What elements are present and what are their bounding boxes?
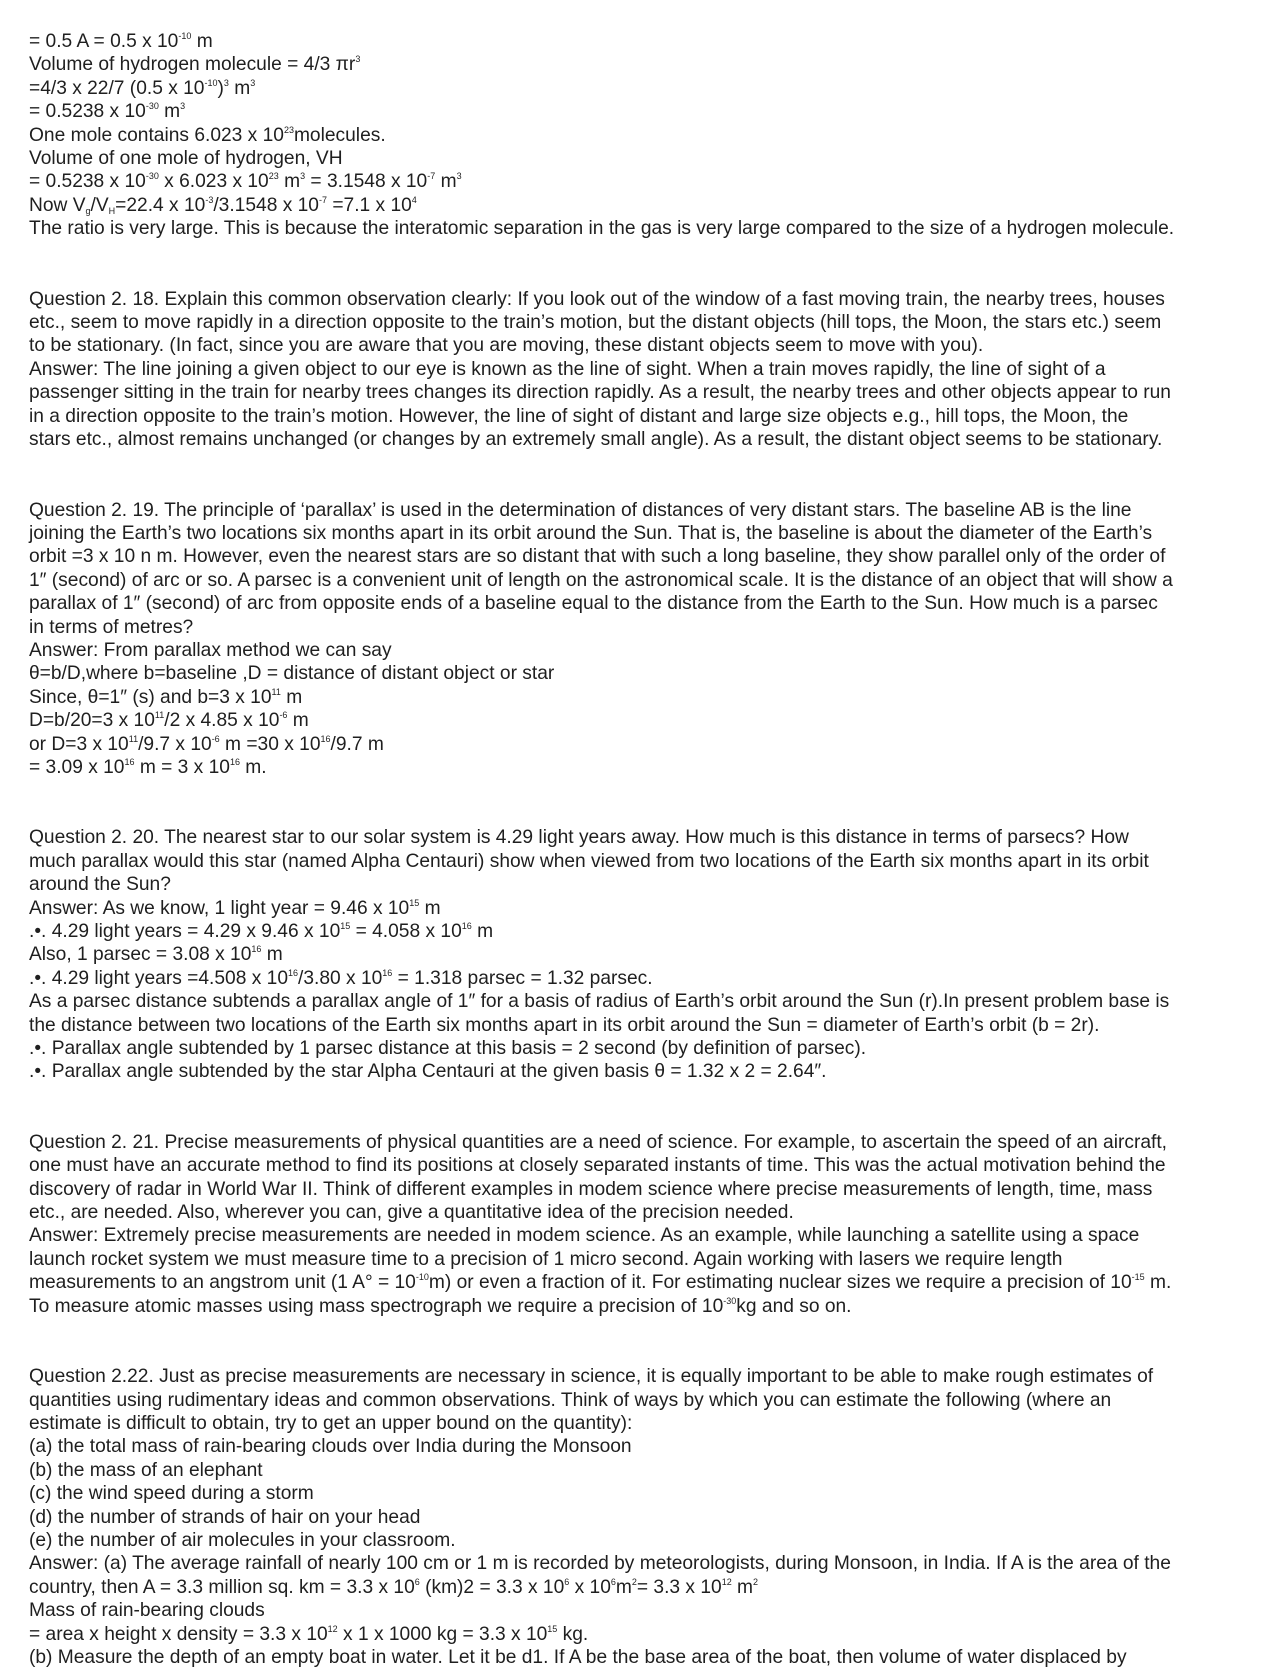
text-line: discovery of radar in World War II. Think of different examples in modem science where precise measurements of length, time, mass [29, 1178, 1153, 1200]
text-line: to be stationary. (In fact, since you are aware that you are moving, these distant objects seem to move with you). [29, 335, 984, 357]
list-item: (e) the number of air molecules in your classroom. [29, 1529, 456, 1551]
answer-line: Since, θ=1″ (s) and b=3 x $10^{11}$ m [29, 686, 303, 708]
answer-line: in a direction opposite to the train’s motion. However, the line of sight of distant and large size objects e.g., hill tops, the Moon, the [29, 405, 1129, 427]
answer-line: Also, 1 parsec = 3.08 x $10^{16}$ m [29, 944, 283, 966]
answer-line: .•. Parallax angle subtended by 1 parsec distance at this basis = 2 second (by definition of parsec). [29, 1038, 867, 1060]
text-line: Now $V_g/V_H=22.4$ x $10^{-3}/3.1548$ x $10^{-7} =7.1$ x $10^4$ [29, 194, 417, 216]
text-line: in terms of metres? [29, 616, 194, 638]
answer-line: passenger sitting in the train for nearby trees changes its direction rapidly. As a result, the nearby trees and other objects appear to run [29, 382, 1171, 404]
text-line: joining the Earth’s two locations six months apart in its orbit around the Sun. That is, the baseline is about the diameter of the Earth’s [29, 522, 1153, 544]
document-page [29, 30, 1259, 1669]
text-line: Volume of hydrogen molecule = 4/3 $\pi r^3$ [29, 54, 361, 76]
text-line: Question 2. 21. Precise measurements of physical quantities are a need of science. For example, to ascertain the speed of an aircraft, [29, 1131, 1168, 1153]
answer-line: Answer: (a) The average rainfall of nearly 100 cm or 1 m is recorded by meteorologists, during Monsoon, in India. If A is the area of the [29, 1553, 1171, 1575]
question-2-21 [29, 1131, 1259, 1318]
answer-line: As a parsec distance subtends a parallax angle of 1″ for a basis of radius of Earth’s orbit around the Sun (r).In present problem base is [29, 991, 1170, 1013]
answer-line: θ=b/D,where b=baseline ,D = distance of distant object or star [29, 663, 555, 685]
text-line: The ratio is very large. This is because the interatomic separation in the gas is very large compared to the size of a hydrogen molecule. [29, 218, 1175, 240]
text-line: One mole contains 6.023 x $10^{23}molecules$. [29, 124, 386, 146]
text-line: Volume of one mole of hydrogen, VH [29, 148, 343, 170]
question-2-19 [29, 499, 1259, 780]
answer-line: To measure atomic masses using mass spectrograph we require a precision of $10^{-30}kg$ and so on. [29, 1295, 852, 1317]
answer-line: = area x height x density = 3.3 x $10^{12}$ x 1 x 1000 kg = 3.3 x $10^{15}$ kg. [29, 1623, 589, 1645]
text-line: Question 2. 19. The principle of ‘parallax’ is used in the determination of distances of very distant stars. The baseline AB is the line [29, 499, 1132, 521]
list-item: (a) the total mass of rain-bearing clouds over India during the Monsoon [29, 1436, 632, 1458]
answer-line: stars etc., almost remains unchanged (or changes by an extremely small angle). As a result, the distant object seems to be stationary. [29, 429, 1163, 451]
text-line: Question 2. 20. The nearest star to our solar system is 4.29 light years away. How much is this distance in terms of parsecs? How [29, 827, 1129, 849]
answer-line: measurements to an angstrom unit (1 $A^\circ = 10^{-10}m$) or even a fraction of it. For estimating nuclear sizes we require a precision of $10^{-15}$ m. [29, 1272, 1172, 1294]
list-item: (d) the number of strands of hair on your head [29, 1506, 421, 1528]
answer-line: Answer: As we know, 1 light year = 9.46 x $10^{15}$ m [29, 897, 441, 919]
answer-line: Answer: Extremely precise measurements are needed in modem science. As an example, while launching a satellite using a space [29, 1225, 1140, 1247]
text-line: etc., are needed. Also, wherever you can, give a quantitative idea of the precision needed. [29, 1202, 794, 1224]
list-item: (b) the mass of an elephant [29, 1459, 263, 1481]
text-line: = 0.5238 x $10^{-30}$ $m^3$ [29, 101, 186, 123]
answer-line: Answer: From parallax method we can say [29, 639, 392, 661]
text-line: much parallax would this star (named Alpha Centauri) show when viewed from two locations of the Earth six months apart in its orbit [29, 850, 1149, 872]
text-line: = 0.5238 x $10^{-30}$ x 6.023 x $10^{23}$ $m^3 = 3.1548$ x $10^{-7}$ $m^3$ [29, 171, 462, 193]
answer-line: Mass of rain-bearing clouds [29, 1600, 265, 1622]
text-line: orbit =3 x 10 n m. However, even the nearest stars are so distant that with such a long baseline, they show parallel only of the order of [29, 546, 1166, 568]
text-line: 1″ (second) of arc or so. A parsec is a convenient unit of length on the astronomical scale. It is the distance of an object that will show a [29, 569, 1173, 591]
text-line: estimate is difficult to obtain, try to get an upper bound on the quantity): [29, 1412, 633, 1434]
text-line: =4/3 x 22/7 (0.5 x $10^{-10})^3$ $m^3$ [29, 77, 256, 99]
answer-line: or D=3 x $10^{11}/9.7$ x $10^{-6}$ m =30 x $10^{16}/9.7$ m [29, 733, 384, 755]
answer-line: Answer: The line joining a given object to our eye is known as the line of sight. When a train moves rapidly, the line of sight of a [29, 358, 1106, 380]
answer-line: .•. 4.29 light years = 4.29 x 9.46 x $10^{15} = 4.058$ x $10^{16}$ m [29, 921, 494, 942]
answer-line: (b) Measure the depth of an empty boat in water. Let it be d1. If A be the base area of the boat, then volume of water displaced by [29, 1646, 1127, 1668]
answer-line: D=b/20=3 x $10^{11}/2$ x 4.85 x $10^{-6}$ m [29, 710, 309, 732]
intro-section [29, 30, 1259, 241]
answer-line: country, then A = 3.3 million sq. km = 3.3 x $10^6$ (km)2 = 3.3 x $10^6$ x $10^6m^2= 3.3$ x $10^{12}$ $m^2$ [29, 1576, 759, 1598]
text-line: = 0.5 A = 0.5 x $10^{-10}$ m [29, 31, 213, 52]
text-line: parallax of 1″ (second) of arc from opposite ends of a baseline equal to the distance from the Earth to the Sun. How much is a parsec [29, 593, 1158, 615]
answer-line: the distance between two locations of the Earth six months apart in its orbit around the Sun = diameter of Earth’s orbit (b = 2r). [29, 1014, 1100, 1036]
text-line: Question 2.22. Just as precise measurements are necessary in science, it is equally important to be able to make rough estimates of [29, 1366, 1154, 1388]
text-line: quantities using rudimentary ideas and common observations. Think of ways by which you can estimate the following (where an [29, 1389, 1112, 1411]
text-line: etc., seem to move rapidly in a direction opposite to the train’s motion, but the distant objects (hill tops, the Moon, the stars etc.) seem [29, 312, 1162, 334]
question-2-18 [29, 288, 1259, 452]
answer-line: launch rocket system we must measure time to a precision of 1 micro second. Again working with lasers we require length [29, 1248, 1063, 1270]
question-2-22 [29, 1365, 1259, 1669]
question-2-20 [29, 826, 1259, 1083]
list-item: (c) the wind speed during a storm [29, 1483, 314, 1505]
answer-line: .•. 4.29 light years =4.508 x $10^{16}/3.80$ x $10^{16} = 1.318$ parsec = 1.32 parsec. [29, 967, 653, 989]
answer-line: .•. Parallax angle subtended by the star Alpha Centauri at the given basis θ = 1.32 x 2 = 2.64″. [29, 1061, 827, 1083]
text-line: Question 2. 18. Explain this common observation clearly: If you look out of the window of a fast moving train, the nearby trees, houses [29, 288, 1165, 310]
text-line: around the Sun? [29, 874, 171, 896]
answer-line: = 3.09 x $10^{16}$ m = 3 x $10^{16}$ m. [29, 756, 267, 778]
text-line: one must have an accurate method to find its positions at closely separated instants of time. This was the actual motivation behind the [29, 1155, 1166, 1177]
